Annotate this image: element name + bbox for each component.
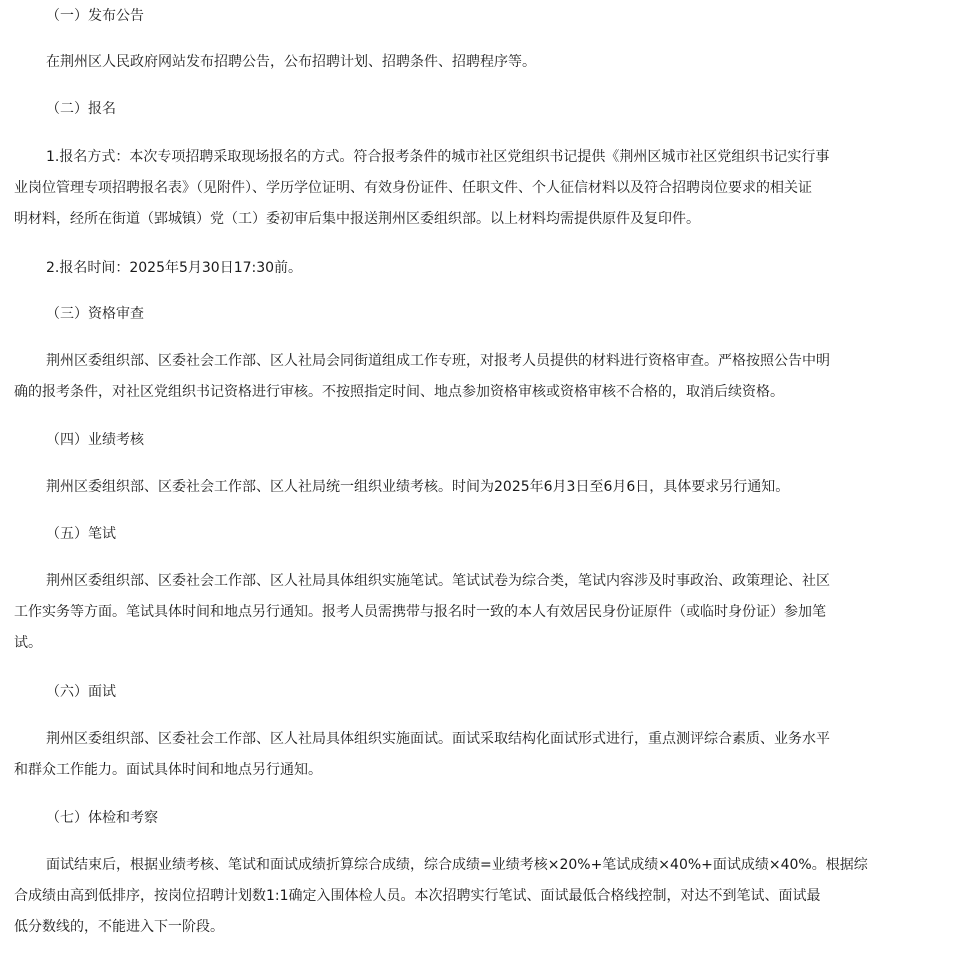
section-heading-2: （二）报名 (46, 101, 116, 117)
section-heading-4: （四）业绩考核 (46, 432, 144, 448)
section-heading-7: （七）体检和考察 (46, 810, 158, 826)
section-6-paragraph-1: 荆州区委组织部、区委社会工作部、区人社局具体组织实施面试。面试采取结构化面试形式进行，重点测评综合素质、业务水平 和群众工作能力。面试具体时间和地点另行通知。 (14, 731, 830, 778)
section-7-paragraph-1: 面试结束后，根据业绩考核、笔试和面试成绩折算综合成绩，综合成绩=业绩考核×20%+笔试成绩×40%+面试成绩×40%。根据综 合成绩由高到低排序，按岗位招聘计划数1:1确定入围体检人员。本次招聘实行笔试、面试最低合格线控制，对达不到笔试、面试最 低分数线的，不能进入下一阶段。 (14, 857, 868, 935)
section-2-paragraph-2: 2.报名时间：2025年5月30日17:30前。 (46, 260, 303, 276)
section-4-paragraph-1: 荆州区委组织部、区委社会工作部、区人社局统一组织业绩考核。时间为2025年6月3日至6月6日，具体要求另行通知。 (46, 479, 790, 495)
section-1-paragraph-1: 在荆州区人民政府网站发布招聘公告，公布招聘计划、招聘条件、招聘程序等。 (46, 54, 536, 70)
section-5-paragraph-1: 荆州区委组织部、区委社会工作部、区人社局具体组织实施笔试。笔试试卷为综合类，笔试内容涉及时事政治、政策理论、社区 工作实务等方面。笔试具体时间和地点另行通知。报考人员需携带与报名时一致的本人有效居民身份证原件（或临时身份证）参加笔 试。 (14, 573, 830, 651)
section-heading-1: （一）发布公告 (46, 8, 144, 24)
section-heading-5: （五）笔试 (46, 526, 116, 542)
section-heading-3: （三）资格审查 (46, 306, 144, 322)
section-2-paragraph-1: 1.报名方式：本次专项招聘采取现场报名的方式。符合报考条件的城市社区党组织书记提供《荆州区城市社区党组织书记实行事 业岗位管理专项招聘报名表》（见附件）、学历学位证明、有效身份证件、任职文件、个人征信材料以及符合招聘岗位要求的相关证 明材料，经所在街道（郢城镇）党（工）委初审后集中报送荆州区委组织部。以上材料均需提供原件及复印件。 (14, 149, 830, 227)
section-heading-6: （六）面试 (46, 684, 116, 700)
section-3-paragraph-1: 荆州区委组织部、区委社会工作部、区人社局会同街道组成工作专班，对报考人员提供的材料进行资格审查。严格按照公告中明 确的报考条件，对社区党组织书记资格进行审核。不按照指定时间、地点参加资格审核或资格审核不合格的，取消后续资格。 (14, 353, 830, 400)
